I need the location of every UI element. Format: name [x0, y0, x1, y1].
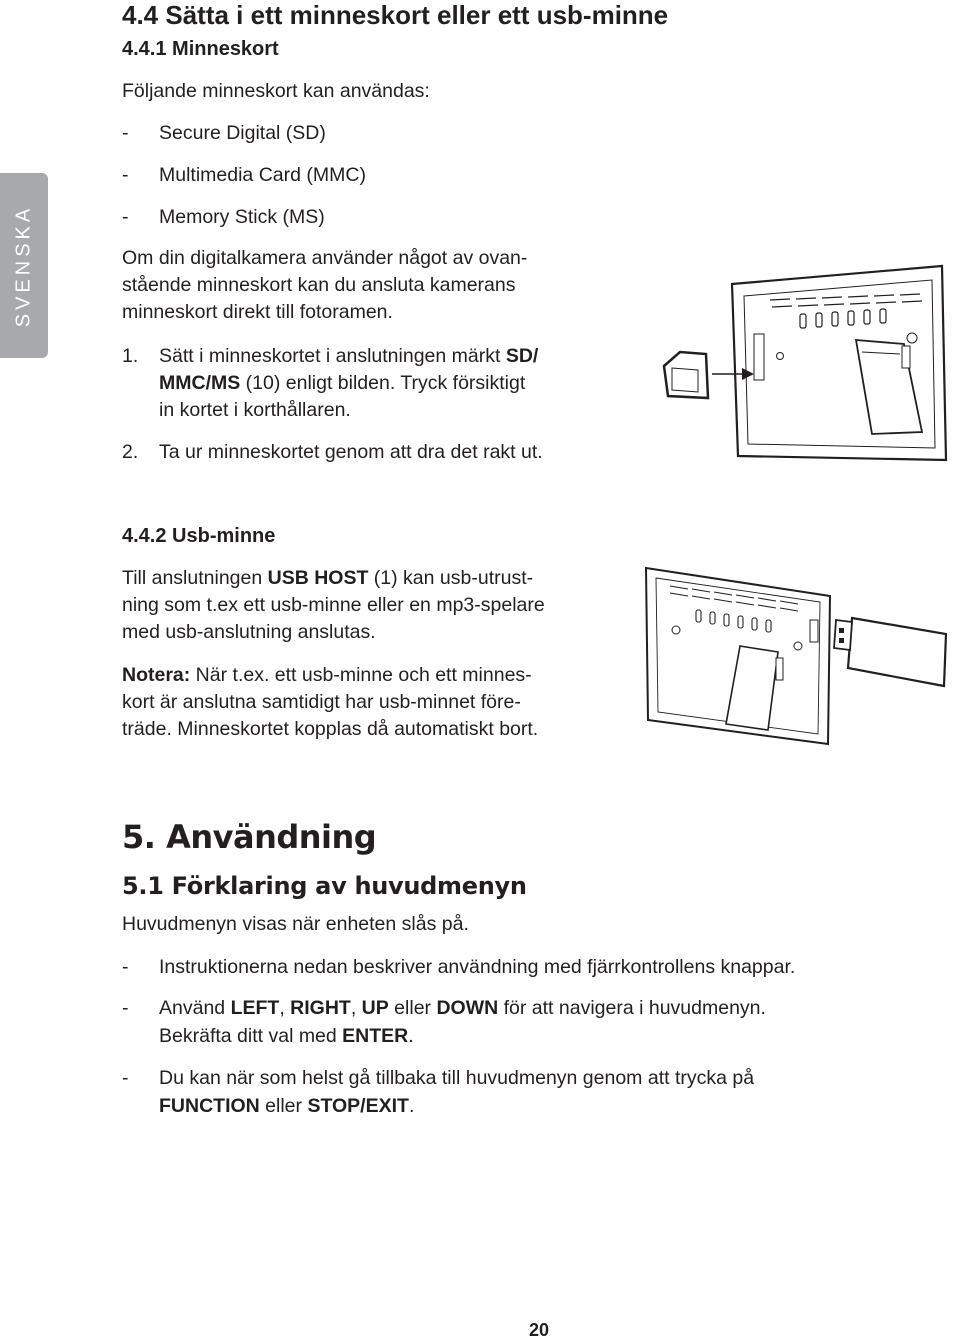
dash: -	[122, 956, 129, 978]
step-number: 2.	[122, 441, 139, 463]
card-item-label: Memory Stick (MS)	[159, 206, 325, 228]
usb-host-label: USB HOST	[267, 567, 369, 589]
port-label-mmc: MMC/MS	[159, 372, 241, 394]
key-stop-exit: STOP/EXIT	[307, 1095, 409, 1117]
dash: -	[122, 1067, 129, 1089]
list-item-text	[159, 994, 766, 1022]
dash: -	[122, 997, 129, 1019]
step-text: in kortet i korthållaren.	[159, 399, 351, 421]
text: eller	[259, 1095, 308, 1117]
usb-note	[122, 662, 538, 743]
text: för att navigera i huvudmenyn.	[498, 997, 766, 1019]
text: eller	[388, 997, 437, 1019]
memory-card-intro: Följande minneskort kan användas:	[122, 80, 430, 102]
list-item-text: Du kan när som helst gå tillbaka till huvudmenyn genom att trycka på	[159, 1067, 755, 1089]
list-item-text	[159, 1022, 414, 1050]
usb-text: ning som t.ex ett usb-minne eller en mp3-spelare	[122, 594, 545, 616]
usb-text: (1) kan usb-utrust-	[368, 567, 534, 589]
text: Bekräfta ditt val med	[159, 1025, 343, 1047]
card-item-label: Secure Digital (SD)	[159, 122, 326, 144]
key-up: UP	[361, 997, 389, 1019]
usb-title: 4.4.2 Usb-minne	[122, 525, 276, 547]
note-label: Notera:	[122, 664, 191, 686]
language-side-tab	[0, 173, 48, 358]
step-text: Ta ur minneskortet genom att dra det rakt ut.	[159, 441, 543, 463]
usb-text: Till anslutningen	[122, 567, 268, 589]
usb-paragraph	[122, 565, 545, 646]
main-menu-intro: Huvudmenyn visas när enheten slås på.	[122, 913, 469, 935]
list-item-text: Instruktionerna nedan beskriver användning med fjärrkontrollens knappar.	[159, 956, 796, 978]
key-left: LEFT	[230, 997, 280, 1019]
key-enter: ENTER	[342, 1025, 409, 1047]
step-text: Sätt i minneskortet i anslutningen märkt	[159, 345, 506, 367]
text: Använd	[159, 997, 231, 1019]
note-text: När t.ex. ett usb-minne och ett minnes-	[190, 664, 532, 686]
text: .	[408, 1025, 414, 1047]
card-item-label: Multimedia Card (MMC)	[159, 164, 366, 186]
page-number: 20	[528, 1320, 550, 1340]
main-menu-title: 5.1 Förklaring av huvudmenyn	[122, 872, 527, 900]
dash: -	[122, 164, 129, 186]
text: ,	[279, 997, 291, 1019]
paragraph-line: Om din digitalkamera använder något av ovan-	[122, 247, 528, 269]
sd-card-insertion-illustration	[650, 262, 950, 472]
step-number: 1.	[122, 345, 139, 367]
usb-text: med usb-anslutning anslutas.	[122, 621, 376, 643]
memory-card-paragraph	[122, 245, 527, 326]
step-1	[122, 343, 539, 424]
text: ,	[350, 997, 362, 1019]
step-text: (10) enligt bilden. Tryck försiktigt	[240, 372, 526, 394]
note-text: träde. Minneskortet kopplas då automatiskt bort.	[122, 718, 539, 740]
list-item-text	[159, 1092, 414, 1120]
usb-stick-insertion-illustration	[640, 562, 958, 746]
paragraph-line: stående minneskort kan du ansluta kamerans	[122, 274, 516, 296]
dash: -	[122, 122, 129, 144]
note-text: kort är anslutna samtidigt har usb-minnet före-	[122, 691, 521, 713]
usage-title: 5. Användning	[122, 818, 377, 856]
text: .	[408, 1095, 415, 1117]
language-tab-label: SVENSKA	[12, 204, 35, 327]
memory-card-title: 4.4.1 Minneskort	[122, 38, 279, 60]
key-function: FUNCTION	[159, 1095, 260, 1117]
key-right: RIGHT	[290, 997, 351, 1019]
key-down: DOWN	[436, 997, 499, 1019]
dash: -	[122, 206, 129, 228]
section-title: 4.4 Sätta i ett minneskort eller ett usb-minne	[122, 0, 669, 30]
port-label-sd: SD/	[505, 345, 539, 367]
paragraph-line: minneskort direkt till fotoramen.	[122, 301, 393, 323]
